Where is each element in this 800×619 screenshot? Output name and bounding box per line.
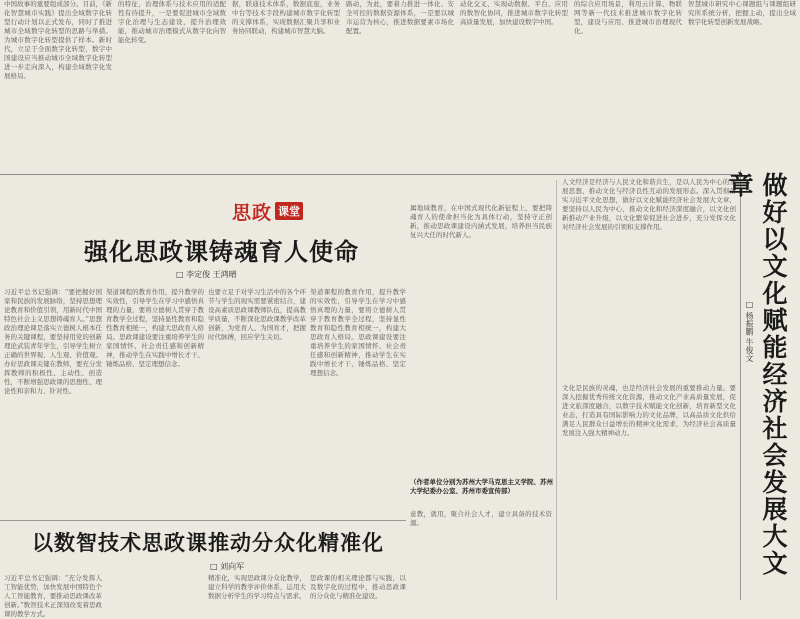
right-column-divider bbox=[740, 170, 741, 600]
top-text-col-7: 智慧城市研究中心课题组与课题组研究所系统分析，把握主动，提出全域数字化转型创新发展战略。 bbox=[688, 0, 796, 26]
article-1-col-4: 属地域教育，在中国式现代化新征程上，要把铸魂育人的使命担当化为具体行动，坚持守正创新，推动思政课建设内涵式发展，培养担当民族复兴大任的时代新人。 bbox=[410, 204, 552, 239]
top-divider bbox=[0, 174, 740, 175]
top-text-col-4: 路动，为此，要着力推进一体化、安全可控的数据资源体系，一是要以城市运营为核心，推进数据要素市场化配置。 bbox=[346, 0, 454, 35]
article-1-col-5: 渠道课程的教育作用，提升教学的实效性，引导学生在学习中感悟真理的力量，要将立德树人贯穿于教育教学全过程，坚持显性教育和隐性教育相统一，构建大思政育人格局。思政课建设要注重培养学生的家国情怀、社会责任感和创新精神，推动学生在实践中增长才干、锤炼品格、坚定理想信念。 bbox=[310, 288, 406, 377]
article-2-headline: 以数智技术思政课推动分众化精准化 bbox=[32, 530, 384, 555]
top-text-col-5: 动化交叉、实现动数据、平台、应用的数智化协同，推进城市数字化转型高质量发展，加快建设数字中国。 bbox=[460, 0, 568, 26]
article-1-col-1: 习近平总书记强调：“要把握好国家和民族的发展脉络，坚持思想理论教育和价值引领，用新时代中国特色社会主义思想铸魂育人。”思想政治理论课是落实立德树人根本任务的关键课程，要坚持用党的创新理论武装青年学生，引导学生树立正确的世界观、人生观、价值观。办好思政课关键在教师，要充分发挥教师的积极性、主动性、创造性，不断增强思政课的思想性、理论性和亲和力、针对性。 bbox=[4, 288, 102, 395]
right-article-col-2: 文化是民族的灵魂，也是经济社会发展的重要推动力量。要深入挖掘优秀传统文化资源，推动文化产业高质量发展，促进文旅深度融合，以数字技术赋能文化创新，培育新型文化业态，打造具有国际影响力的文化品牌，以高品质文化供给满足人民群众日益增长的精神文化需求，为经济社会高质量发展注入强大精神动力。 bbox=[562, 384, 736, 437]
article-1-col-2: 渠道课程的教育作用，提升教学的实效性，引导学生在学习中感悟真理的力量，要将立德树人贯穿于教育教学全过程，坚持显性教育和隐性教育相统一，构建大思政育人格局。思政课建设要注重培养学生的家国情怀、社会责任感和创新精神，推动学生在实践中增长才干、锤炼品格、坚定理想信念。 bbox=[106, 288, 204, 368]
article-2-byline: □ 刘向军 bbox=[210, 562, 245, 571]
top-text-col-6: 的综合应用场景，利用云计算、物联网等新一代技术推进城市数字化转型，建设与应用、推进城市治理现代化。 bbox=[574, 0, 682, 35]
article-1-col-3: 也要立足于对学习生活中的各个环节与学生的现实需要紧密结合，建设高素质思政课教师队伍，提高教学质量，不断深化思政课教学改革创新，为党育人、为国育才，把握时代脉搏，回应学生关切。 bbox=[208, 288, 306, 341]
article-2-col-1: 习近平总书记强调：“充分发挥人工智能优势，加快发展中国特色个人工智能教育，要推动思政课改革创新。”数智技术正深刻改变着思政课的教学方式。 bbox=[4, 574, 102, 618]
center-divider bbox=[556, 180, 557, 600]
article-2-col-2: 精准化，实现思政课分众化教学，建立科学的教学评价体系，运用大数据分析学生的学习特点与需求。 bbox=[208, 574, 306, 600]
article-1-headline: 强化思政课铸魂育人使命 bbox=[84, 237, 359, 266]
right-article-headline: 做好以文化赋能经济社会发展大文章 bbox=[725, 172, 788, 577]
top-text-col-2: 的特征，治理体系与技术应用的适配性有待提升，一是要促进城市全域数字化治理与生态建设，提升治理效能，推动城市治理模式从数字化向智能化转变。 bbox=[118, 0, 226, 44]
right-article-byline: □ 杨振鹏 牛俊文 bbox=[745, 300, 754, 363]
right-article-col-1: 人文经济是经济与人民文化和谐共生，是以人民为中心的发展思想，推动文化与经济良性互动的发展形态。深入贯彻落实习近平文化思想，做好以文化赋能经济社会发展大文章，要坚持以人民为中心，推动文化和经济深度融合，以文化创新推动产业升级，以文化繁荣促进社会进步，充分发挥文化对经济社会发展的引领和支撑作用。 bbox=[562, 178, 736, 231]
section-title: 思政 bbox=[232, 201, 273, 224]
bottom-col-1: 意教，就用，聚合社会人才，建立具备的技术资源。 bbox=[410, 510, 552, 527]
article-divider bbox=[0, 520, 406, 521]
top-text-col-1: 中国故事的重要组成部分。目前，《新化智慧城市实践》提出全域数字化转型行动计划以正式发布，同时了推进城市全域数字化转型的思路与举措。为城市数字化转型提供了样本。新时代，立足于全面数字化转型，数字中国建设应当推动城市全域数字化转型进一步走向深入，构建全域数字化发展格局。 bbox=[4, 0, 112, 80]
article-1-author-note: （作者单位分别为苏州大学马克思主义学院、苏州大学纪委办公室、苏州市委宣传部） bbox=[410, 478, 553, 495]
article-2-col-3: 思政课的相关理论都与实践，以及数字化的过程中，推动思政课的分众化与精准化建设。 bbox=[310, 574, 406, 600]
section-tag: 课堂 bbox=[275, 202, 303, 220]
section-banner bbox=[232, 200, 342, 222]
article-1-byline: □ 李定俊 王鸿晴 bbox=[176, 270, 237, 279]
top-text-col-3: 据，联通技术体系，数据底座，业务中台等技术手段构建城市数字化转型的支撑体系，实现数据汇聚共享和业务协同联动，构建城市智慧大脑。 bbox=[232, 0, 340, 35]
